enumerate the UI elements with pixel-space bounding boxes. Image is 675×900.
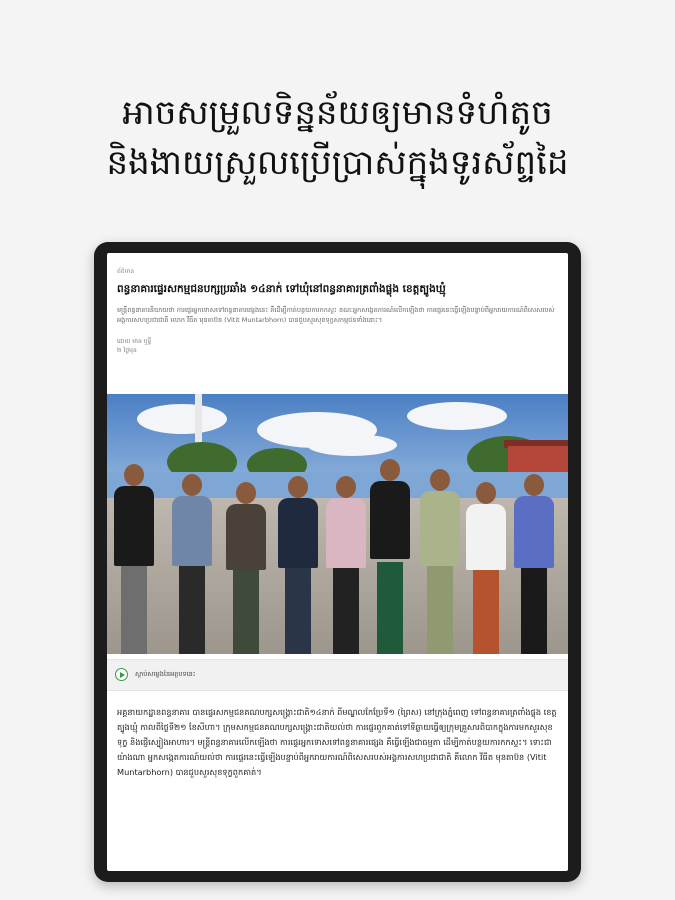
- promo-line-1: អាចសម្រួលទិន្នន័យឲ្យមានទំហំតូច: [122, 93, 553, 133]
- article-header: [107, 253, 568, 355]
- photo-person: [463, 482, 509, 654]
- article-summary: មន្ត្រីពន្ធនាគារនិយាយថា ការផ្ទេរអ្នកទោសទៅពន្ធនាគារផ្សេងនេះ គឺដើម្បីកាត់បន្ថយការកកស្ទះ ខណៈអ្នកសង្កេតការណ៍លើកឡើងថា ការផ្ទេរនេះធ្វើឡើងបន្ទាប់ពីអ្នករាយការណ៍ពិសេសរបស់អង្គការសហប្រជាជាតិ លោក វីធីត មុនតាប៊ន (Vitit Muntarbhorn) បានជួបសួរសុខទុក្ខសកម្មជនទាំងនោះ។: [117, 306, 555, 324]
- photo-person: [323, 476, 369, 654]
- article-photo[interactable]: [107, 394, 568, 654]
- article-category[interactable]: ព័ត៌មាន: [117, 268, 135, 275]
- photo-person: [223, 482, 269, 654]
- article-time: ២ ថ្ងៃមុន: [117, 347, 137, 354]
- article-author: ដោយ មាន ឬទ្ធី: [117, 338, 152, 345]
- photo-cloud: [407, 402, 507, 430]
- tablet-frame: [94, 242, 581, 882]
- photo-person: [367, 459, 413, 654]
- promo-caption: [0, 88, 675, 188]
- photo-person: [511, 474, 557, 654]
- article-body: អគ្គនាយកដ្ឋានពន្ធនាគារ បានផ្ទេរសកម្មជនគណបក្សសង្គ្រោះជាតិ១៤នាក់ ពីមណ្ឌលកែប្រែទី១ (ព្រៃស) នៅក្រុងភ្នំពេញ ទៅពន្ធនាគារត្រពាំងផ្លុង ខេត្តត្បូងឃ្មុំ កាលពីថ្ងៃទី២១ ខែសីហា។ ក្រុមសកម្មជនគណបក្សសង្គ្រោះជាតិយល់ថា ការផ្ទេរពួកគាត់ទៅទីឆ្ងាយធ្វើឲ្យក្រុមគ្រួសារពិបាកក្នុងការមកសួរសុខទុក្ខ និងផ្ញើស្បៀងអាហារ។ មន្ត្រីពន្ធនាគារលើកឡើងថា ការផ្ទេរអ្នកទោសទៅពន្ធនាគារផ្សេង គឺធ្វើឡើងជាធម្មតា ដើម្បីកាត់បន្ថយការកកស្ទះ។ ទោះជាយ៉ាងណា អ្នកសង្កេតការណ៍យល់ថា ការផ្ទេរនេះធ្វើឡើងបន្ទាប់ពីអ្នករាយការណ៍ពិសេសរបស់អង្គការសហប្រជាជាតិ គឺលោក វីធីត មុនតាប៊ន (Vitit Muntarbhorn) បានជួបសួរសុខទុក្ខពួកគាត់។: [117, 707, 557, 777]
- photo-person: [417, 469, 463, 654]
- article-screen: [107, 253, 568, 871]
- article-headline: ពន្ធនាគារផ្ទេរសកម្មជនបក្សប្រឆាំង ១៤នាក់ ទៅឃុំនៅពន្ធនាគារត្រពាំងផ្លុង ខេត្តត្បូងឃ្មុំ: [117, 283, 446, 295]
- play-icon[interactable]: [115, 668, 128, 681]
- photo-cloud: [137, 404, 227, 434]
- photo-person: [275, 476, 321, 654]
- listen-audio-label: ស្ដាប់សម្លេងនៃអត្ថបទនេះ: [135, 670, 196, 678]
- promo-line-2: និងងាយស្រួលប្រើប្រាស់ក្នុងទូរស័ព្ទដៃ: [106, 143, 569, 183]
- photo-person: [169, 474, 215, 654]
- listen-audio-bar[interactable]: [107, 659, 568, 691]
- photo-person: [111, 464, 157, 654]
